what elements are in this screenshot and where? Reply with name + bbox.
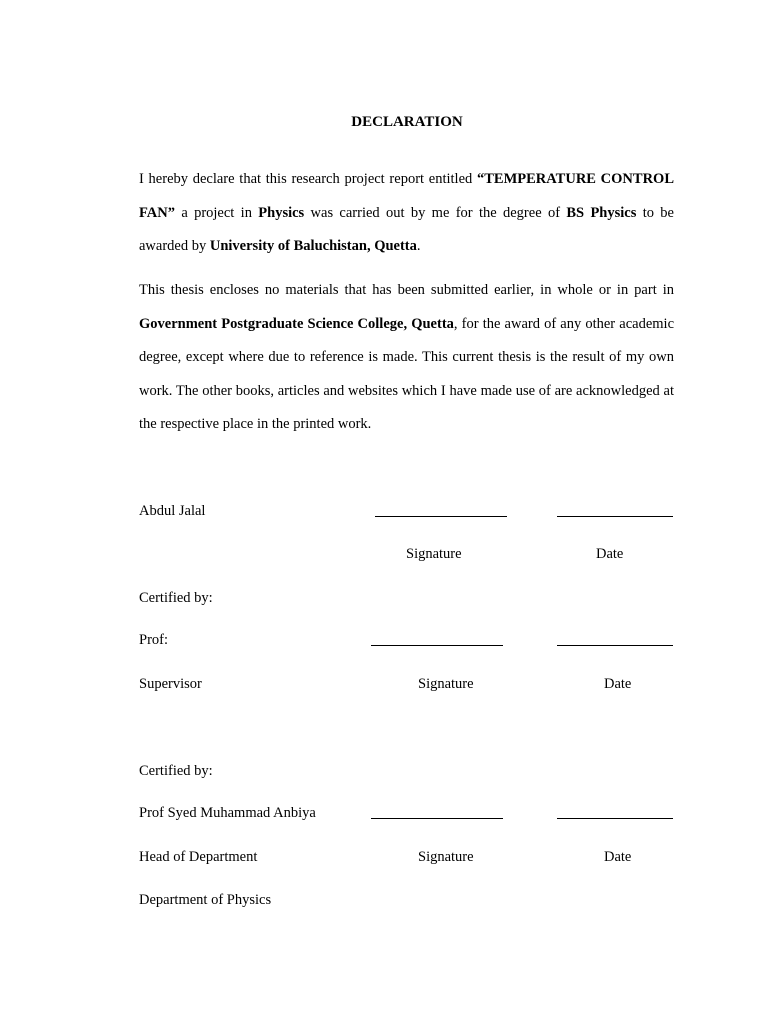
para1-text-3: was carried out by me for the degree of: [304, 204, 567, 221]
student-name: Abdul Jalal: [139, 503, 206, 519]
student-date-label: Date: [596, 546, 624, 562]
para1-text-2: a project in: [174, 204, 259, 221]
hod-signature-line: [371, 818, 503, 819]
originality-paragraph: [139, 274, 674, 442]
hod-role: Head of Department: [139, 849, 258, 865]
student-signature-label: Signature: [406, 546, 462, 562]
para1-text-1: I hereby declare that this research project report entitled: [139, 171, 477, 187]
para1-text-4: to be awarded by: [139, 204, 674, 254]
declaration-paragraph: [139, 163, 674, 264]
degree-name: BS Physics: [566, 204, 637, 221]
student-signature-line: [375, 516, 507, 517]
supervisor-date-line: [557, 645, 673, 646]
supervisor-date-label: Date: [604, 676, 632, 692]
department-name: Department of Physics: [139, 892, 272, 908]
supervisor-role: Supervisor: [139, 676, 202, 692]
supervisor-signature-line: [371, 645, 503, 646]
supervisor-signature-label: Signature: [418, 676, 474, 692]
college-name: Government Postgraduate Science College, Quetta: [139, 315, 454, 332]
para2-text-1: This thesis encloses no materials that has been submitted earlier, in whole or in part in: [139, 282, 674, 298]
certified-by-label: Certified by:: [139, 763, 213, 779]
hod-date-line: [557, 818, 673, 819]
subject-name: Physics: [258, 204, 305, 221]
hod-name: Prof Syed Muhammad Anbiya: [139, 805, 316, 821]
certified-by-label: Certified by:: [139, 590, 213, 606]
supervisor-name: Prof:: [139, 632, 168, 648]
project-title: “TEMPERATURE CONTROL FAN”: [139, 171, 674, 221]
page-title: DECLARATION: [351, 114, 463, 130]
para1-text-5: .: [416, 238, 421, 254]
para2-text-2: , for the award of any other academic degree, except where due to reference is made. This current thesis is the result of my own work. The other books, articles and websites which I have made use of are acknowledged at the respective place in the printed work.: [139, 315, 675, 432]
student-date-line: [557, 516, 673, 517]
hod-date-label: Date: [604, 849, 632, 865]
hod-signature-label: Signature: [418, 849, 474, 865]
university-name: University of Baluchistan, Quetta: [209, 238, 417, 254]
